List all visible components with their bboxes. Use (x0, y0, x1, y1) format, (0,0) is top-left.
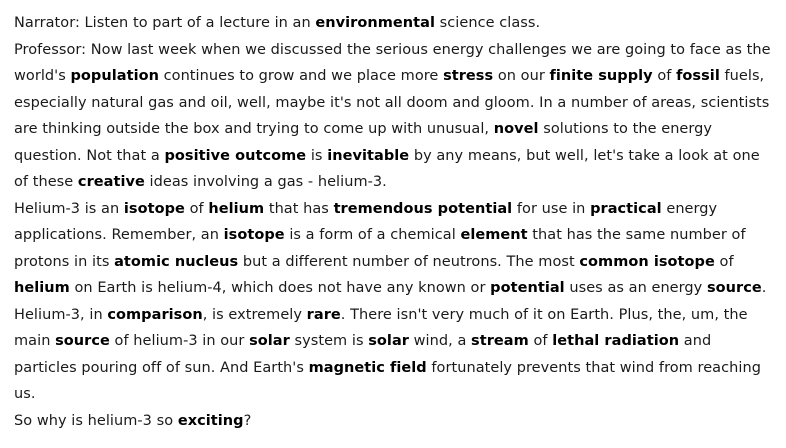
keyword-emphasis: source (55, 333, 110, 349)
keyword-emphasis: stress (443, 68, 494, 84)
keyword-emphasis: population (70, 68, 159, 84)
transcript-text: but a different number of neutrons. The most (238, 253, 580, 270)
transcript-text: is (306, 147, 328, 164)
keyword-emphasis: practical (590, 200, 662, 217)
keyword-emphasis: source (706, 280, 762, 296)
transcript-text: of (184, 200, 209, 217)
transcript-text: on Earth is helium-4, which does not have any known or (69, 280, 491, 296)
transcript-text: ? (243, 412, 252, 429)
transcript-text: fuels, especially natural gas and oil, well, maybe it's not all doom and gloom. In a number of areas, scientists are thinking outside the box and trying to come up with unusual, (14, 68, 770, 137)
transcript-text: on our (493, 68, 550, 84)
transcript-text: of (652, 68, 677, 84)
transcript-text: uses as an energy (564, 280, 707, 296)
keyword-emphasis: helium (208, 200, 265, 217)
keyword-emphasis: rare (306, 306, 341, 323)
transcript-text: Narrator: Listen to part of a lecture in an (14, 15, 316, 31)
keyword-emphasis: magnetic field (308, 359, 427, 376)
transcript-text: wind, a (408, 333, 472, 349)
transcript-text: ideas involving a gas - helium-3. (144, 174, 387, 190)
transcript-text: of (528, 333, 553, 349)
transcript-text: solutions to the energy question. Not that a (14, 121, 713, 164)
keyword-emphasis: tremendous potential (333, 200, 513, 217)
keyword-emphasis: stream (471, 333, 529, 349)
keyword-emphasis: common isotope (579, 253, 715, 270)
keyword-emphasis: potential (490, 280, 565, 296)
keyword-emphasis: isotope (123, 200, 185, 217)
keyword-emphasis: helium (14, 280, 70, 296)
transcript-text: . There isn't very much of it on Earth. Plus, the, um, the main (14, 306, 748, 349)
keyword-emphasis: positive outcome (164, 147, 307, 164)
keyword-emphasis: comparison (107, 306, 203, 323)
transcript-text: is a form of a chemical (284, 227, 461, 243)
transcript-text: system is (289, 333, 369, 349)
transcript-text: Professor: Now last week when we discussed the serious energy challenges we are going to face as the world's (14, 41, 771, 84)
transcript-text: fortunately prevents that wind from reaching us. (14, 359, 761, 402)
transcript-text: of (714, 253, 734, 270)
transcript-text: that has the same number of protons in its (14, 227, 746, 270)
keyword-emphasis: element (460, 227, 528, 243)
transcript-text: for use in (512, 200, 591, 217)
transcript-text: of helium-3 in our (109, 333, 250, 349)
keyword-emphasis: exciting (177, 412, 244, 429)
keyword-emphasis: inevitable (327, 147, 410, 164)
keyword-emphasis: finite supply (549, 68, 653, 84)
keyword-emphasis: lethal radiation (552, 333, 680, 349)
transcript-text: science class. (435, 15, 541, 31)
why-exciting (14, 408, 772, 435)
keyword-emphasis: solar (249, 333, 290, 349)
keyword-emphasis: creative (77, 174, 145, 190)
transcript-text: by any means, but well, let's take a look at one of these (14, 147, 760, 190)
keyword-emphasis: novel (493, 121, 539, 137)
transcript-text: . Helium-3, in (14, 280, 767, 323)
transcript-text: , is extremely (202, 306, 307, 323)
professor-intro (14, 37, 772, 196)
keyword-emphasis: atomic nucleus (114, 253, 239, 270)
transcript-text: continues to grow and we place more (158, 68, 444, 84)
transcript-text: energy applications. Remember, an (14, 200, 718, 243)
transcript-text: and particles pouring off of sun. And Earth's (14, 333, 712, 376)
transcript-text: that has (264, 200, 334, 217)
transcript-text: Helium-3 is an (14, 200, 124, 217)
keyword-emphasis: fossil (676, 68, 720, 84)
keyword-emphasis: solar (368, 333, 409, 349)
helium-3-isotope (14, 196, 772, 408)
narrator-line (14, 10, 772, 37)
keyword-emphasis: environmental (315, 15, 436, 31)
keyword-emphasis: isotope (223, 227, 285, 243)
transcript-text: So why is helium-3 so (14, 412, 178, 429)
